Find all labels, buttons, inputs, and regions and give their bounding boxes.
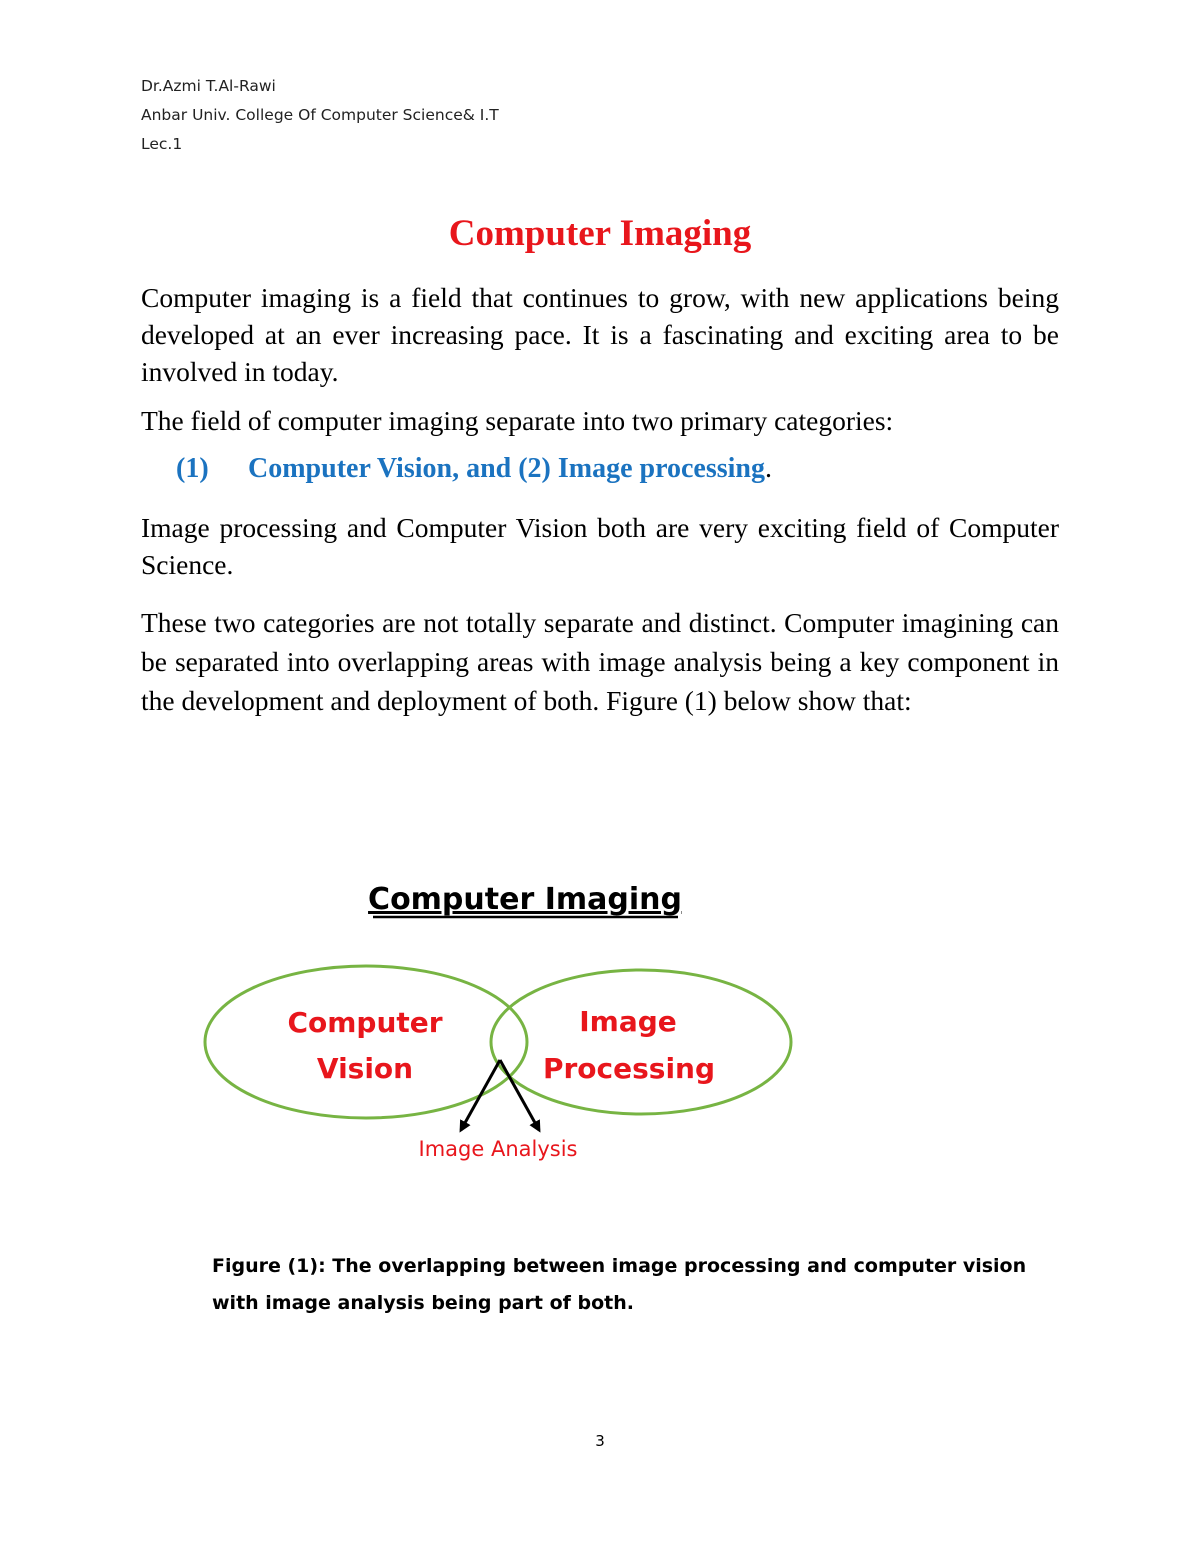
exciting-paragraph: Image processing and Computer Vision both are very exciting field of Computer Science. [141,512,1059,580]
image-processing-label-line2: Processing [542,1052,716,1085]
page-header [141,72,499,159]
computer-vision-label-line1: Computer [287,1006,443,1039]
category-text: Computer Vision, and (2) Image processing [248,453,766,484]
categories-intro-paragraph: The field of computer imaging separate into two primary categories: [141,405,894,436]
overlap-paragraph: These two categories are not totally separate and distinct. Computer imagining can be separated into overlapping areas with image analysis being a key component in the development and deployment of both. Figure (1) below show that: [141,607,1059,716]
header-lecture: Lec.1 [141,135,183,153]
diagram-title: Computer Imaging [368,882,682,917]
category-period: . [765,453,773,484]
image-processing-circle [491,970,791,1114]
intro-paragraph: Computer imaging is a field that continues to grow, with new applications being developed at an ever increasing pace. It is a fascinating and exciting area to be involved in today. [141,282,1059,387]
categories-list-item [176,453,772,485]
page-number: 3 [595,1432,605,1450]
image-analysis-label: Image Analysis [418,1137,578,1161]
arrow-to-image-processing [500,1060,539,1130]
category-number: (1) [176,453,209,484]
header-author: Dr.Azmi T.Al-Rawi [141,77,276,95]
venn-diagram [0,860,1200,1200]
computer-vision-label-line2: Vision [316,1052,414,1085]
header-institution: Anbar Univ. College Of Computer Science& I.T [141,106,499,124]
arrow-to-computer-vision [461,1060,500,1130]
image-processing-label-line1: Image [579,1005,677,1038]
figure-caption: Figure (1): The overlapping between image processing and computer vision with image analysis being part of both. [212,1255,1027,1314]
page-title: Computer Imaging [448,213,752,254]
